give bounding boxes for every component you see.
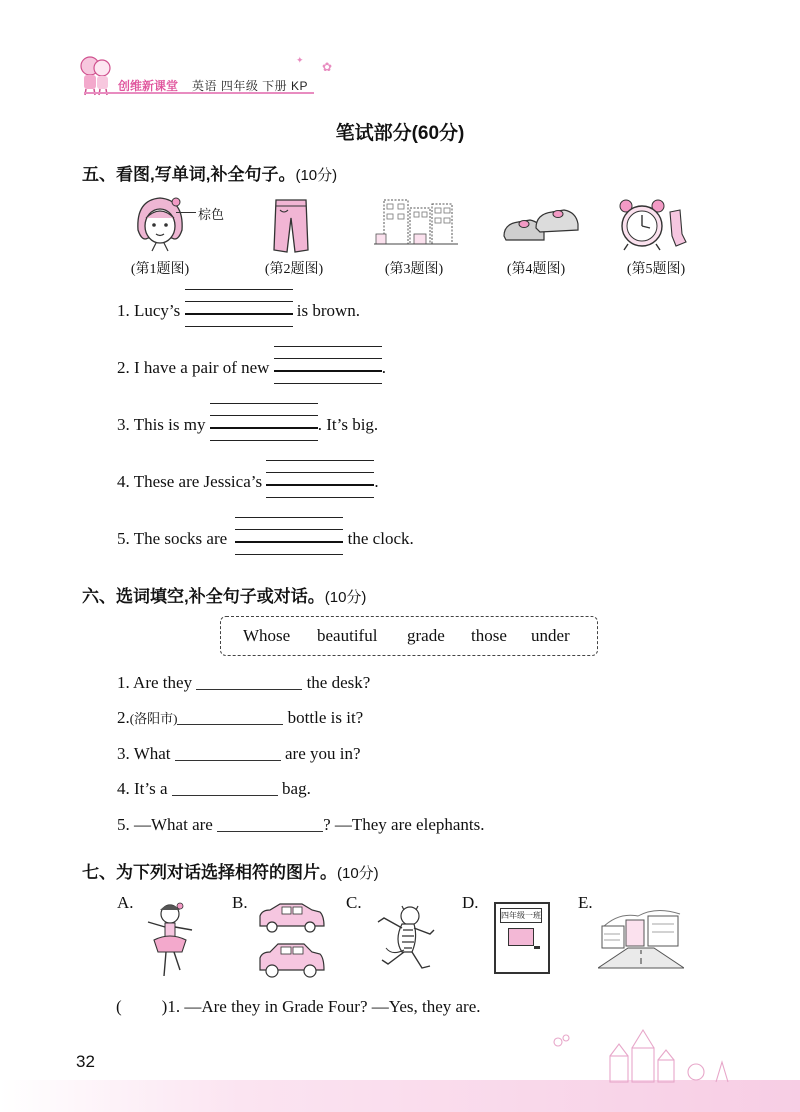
answer-blank[interactable] (217, 830, 323, 832)
word-bank-item: Whose (243, 626, 291, 645)
page-title: 笔试部分(60分) (335, 123, 465, 144)
pants-picture (270, 196, 312, 254)
tiger-picture (372, 904, 438, 974)
street-picture (598, 898, 684, 970)
picture-caption-4: (第4题图) (506, 262, 566, 277)
word-bank-item: beautiful (317, 626, 378, 645)
footer-band (0, 1080, 800, 1112)
question-6-5: 5. —What are ? —They are elephants. (117, 815, 485, 834)
picture-caption-2: (第2题图) (264, 262, 324, 277)
question-5-3: 3. This is my . It’s big. (117, 415, 378, 435)
question-5-4: 4. These are Jessica’s . (117, 472, 379, 492)
question-5-2: 2. I have a pair of new . (117, 358, 386, 378)
option-letter-d: D. (462, 893, 479, 912)
option-letter-b: B. (232, 893, 248, 912)
sparkle-icon: ✿ (322, 60, 333, 74)
answer-lines[interactable] (210, 416, 318, 430)
girl-picture (132, 194, 192, 252)
door-picture (494, 902, 550, 974)
word-bank-item: grade (407, 626, 445, 645)
answer-blank[interactable] (196, 688, 302, 690)
castle-decoration-icon (546, 1022, 736, 1084)
answer-blank[interactable] (172, 794, 278, 796)
option-letter-c: C. (346, 893, 362, 912)
section-6-heading: 六、选词填空,补全句子或对话。(10分) (82, 587, 367, 606)
option-letter-e: E. (578, 893, 593, 912)
question-5-1: 1. Lucy’s is brown. (117, 301, 360, 321)
word-bank-item: those (471, 626, 507, 645)
question-6-1: 1. Are they the desk? (117, 673, 371, 692)
door-window (508, 928, 534, 946)
answer-blank[interactable] (175, 759, 281, 761)
cars-picture (256, 900, 326, 980)
answer-lines[interactable] (266, 473, 374, 487)
picture-caption-5: (第5题图) (626, 262, 686, 277)
page-number: 32 (76, 1052, 95, 1071)
answer-lines[interactable] (235, 530, 343, 544)
picture-caption-1: (第1题图) (130, 262, 190, 277)
section-7-heading: 七、为下列对话选择相符的图片。(10分) (82, 863, 379, 882)
question-6-2: 2.(洛阳市) bottle is it? (117, 708, 364, 727)
answer-lines[interactable] (185, 302, 293, 316)
section-5-heading: 五、看图,写单词,补全句子。(10分) (82, 165, 338, 184)
picture-caption-3: (第3题图) (384, 262, 444, 277)
source-note: (洛阳市) (129, 711, 178, 726)
option-letter-a: A. (117, 893, 134, 912)
hair-label-line (176, 212, 196, 213)
clock-picture (616, 198, 688, 254)
question-5-5: 5. The socks are the clock. (117, 529, 414, 549)
word-bank (220, 616, 598, 656)
question-7-1: ( )1. —Are they in Grade Four? —Yes, they are. (116, 997, 481, 1016)
question-6-3: 3. What are you in? (117, 744, 361, 763)
answer-blank[interactable] (177, 723, 283, 725)
dancer-picture (142, 900, 198, 980)
door-handle (534, 946, 540, 949)
sparkle-icon: ✦ (296, 56, 304, 66)
header-subtitle: 英语 四年级 下册 KP (192, 79, 309, 93)
door-sign: 四年级一班 (500, 908, 542, 923)
school-picture (374, 194, 458, 250)
answer-lines[interactable] (274, 359, 382, 373)
brand-name: 创维新课堂 (118, 79, 179, 93)
hair-color-label: 棕色 (198, 207, 225, 222)
shoes-picture (500, 204, 582, 246)
header-logo (76, 52, 116, 96)
word-bank-item: under (531, 626, 570, 645)
question-6-4: 4. It’s a bag. (117, 779, 311, 798)
